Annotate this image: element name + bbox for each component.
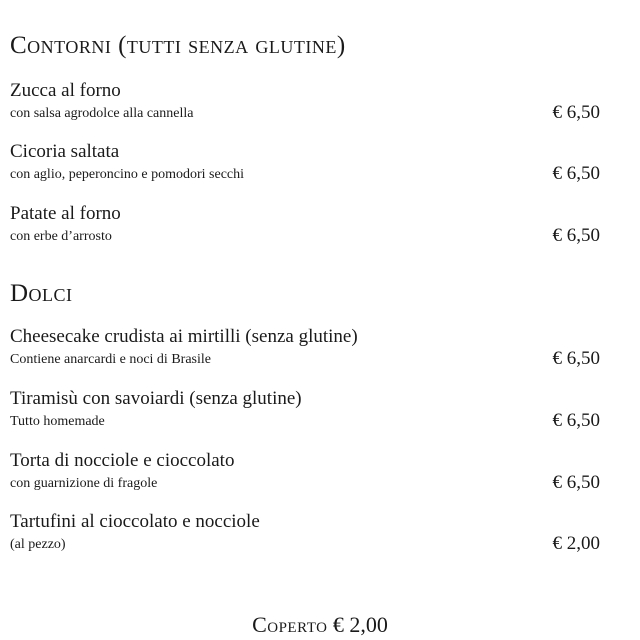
menu-item: [10, 511, 600, 561]
item-name: Tiramisù con savoiardi (senza glutine): [10, 388, 302, 409]
item-name: Cicoria saltata: [10, 141, 120, 162]
item-price: € 2,00: [552, 533, 600, 554]
cover-charge: [0, 612, 640, 638]
item-name: Zucca al forno: [10, 80, 121, 101]
item-price: € 6,50: [552, 410, 600, 431]
item-price: € 6,50: [552, 348, 600, 369]
item-description: (al pezzo): [10, 537, 66, 552]
item-description: con guarnizione di fragole: [10, 476, 158, 491]
menu-item: [10, 80, 600, 130]
item-description: Contiene anarcardi e noci di Brasile: [10, 352, 211, 367]
menu-item: [10, 388, 600, 438]
item-name: Tartufini al cioccolato e nocciole: [10, 511, 260, 532]
item-price: € 6,50: [552, 102, 600, 123]
menu-item: [10, 203, 600, 253]
menu-item: [10, 450, 600, 500]
item-description: con aglio, peperoncino e pomodori secchi: [10, 167, 245, 182]
item-name: Patate al forno: [10, 203, 121, 224]
menu-item: [10, 141, 600, 191]
section-title-dolci: Dolci: [10, 280, 73, 307]
cover-charge-price: € 2,00: [332, 612, 388, 637]
item-price: € 6,50: [552, 472, 600, 493]
item-name: Cheesecake crudista ai mirtilli (senza glutine): [10, 326, 358, 347]
item-description: Tutto homemade: [10, 414, 105, 429]
item-price: € 6,50: [552, 163, 600, 184]
cover-charge-label: Coperto: [252, 612, 328, 637]
item-description: con erbe d’arrosto: [10, 229, 112, 244]
item-description: con salsa agrodolce alla cannella: [10, 106, 194, 121]
section-title-contorni: Contorni (tutti senza glutine): [10, 32, 346, 59]
item-price: € 6,50: [552, 225, 600, 246]
item-name: Torta di nocciole e cioccolato: [10, 450, 235, 471]
menu-item: [10, 326, 600, 376]
